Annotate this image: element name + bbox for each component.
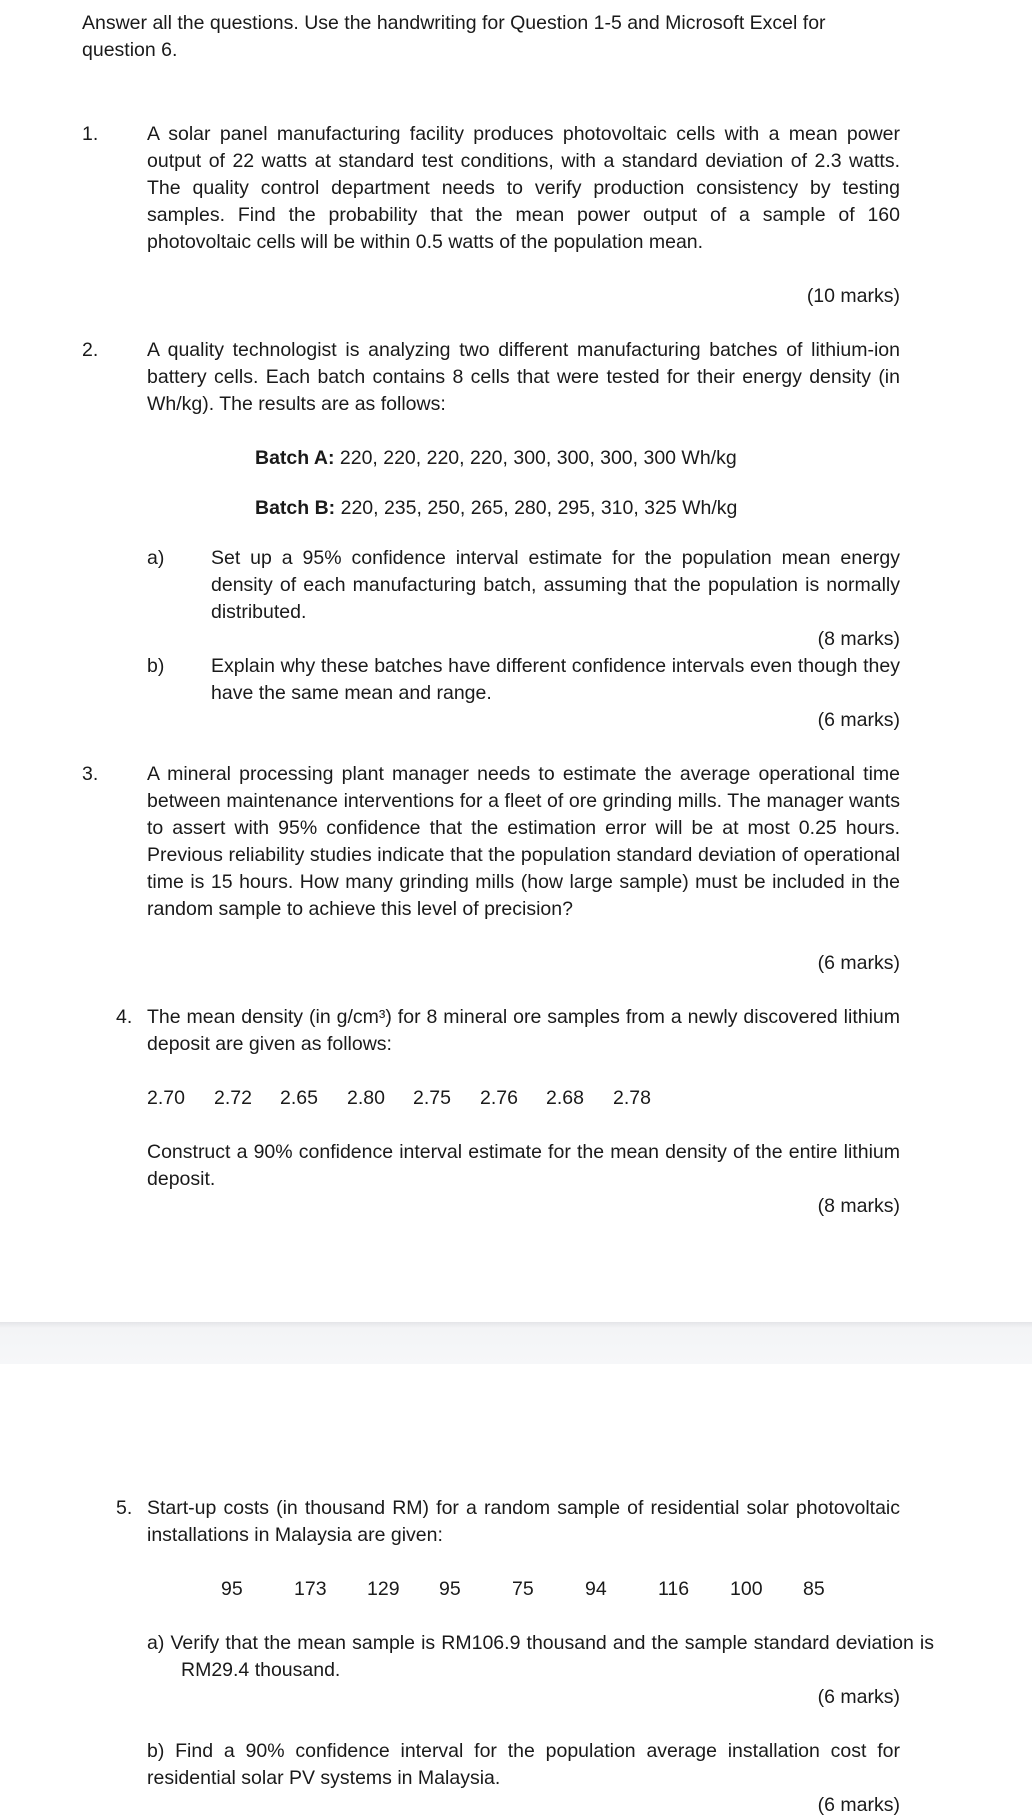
batch-a-line [255, 445, 737, 472]
q1-marks: (10 marks) [806, 285, 900, 307]
q2a-label: a) [147, 547, 165, 569]
q3-number: 3. [82, 763, 99, 785]
q4-marks: (8 marks) [817, 1195, 900, 1217]
batch-a-label: Batch A: [255, 447, 335, 469]
q2a-text: Set up a 95% confidence interval estimate for the population mean energy density of each manufacturing batch, assuming that the population is normally distributed. [211, 547, 900, 623]
q4-text: The mean density (in g/cm³) for 8 mineral ore samples from a newly discovered lithium deposit are given as follows: [147, 1006, 900, 1055]
q5-value: 95 [221, 1578, 243, 1600]
q5a-marks: (6 marks) [817, 1686, 900, 1708]
q2b-label: b) [147, 655, 165, 677]
q5a-text: a) Verify that the mean sample is RM106.9 thousand and the sample standard deviation is RM29.4 thousand. [147, 1632, 934, 1681]
q4-task: Construct a 90% confidence interval estimate for the mean density of the entire lithium deposit. [147, 1141, 900, 1190]
q5-value: 173 [294, 1578, 327, 1600]
batch-b-line [255, 495, 737, 522]
q4-number: 4. [116, 1006, 133, 1028]
q5-value: 85 [803, 1578, 825, 1600]
page-2 [0, 1364, 1032, 1818]
batch-a-values: 220, 220, 220, 220, 300, 300, 300, 300 Wh/kg [339, 447, 737, 469]
q2a-marks: (8 marks) [817, 628, 900, 650]
q5-number: 5. [116, 1497, 133, 1519]
q4-value: 2.76 [480, 1087, 518, 1109]
page-separator [0, 1322, 1032, 1364]
q2b-text: Explain why these batches have different confidence intervals even though they have the same mean and range. [211, 655, 900, 704]
q5b-marks: (6 marks) [817, 1794, 900, 1816]
q4-value: 2.72 [214, 1087, 252, 1109]
q4-value: 2.68 [546, 1087, 584, 1109]
q4-value: 2.80 [347, 1087, 385, 1109]
batch-b-label: Batch B: [255, 497, 336, 519]
q5-value: 100 [730, 1578, 763, 1600]
q4-value: 2.75 [413, 1087, 451, 1109]
q2b-marks: (6 marks) [817, 709, 900, 731]
q4-value: 2.78 [613, 1087, 651, 1109]
q5-value: 75 [512, 1578, 534, 1600]
q2-text: A quality technologist is analyzing two different manufacturing batches of lithium-ion battery cells. Each batch contains 8 cells that were tested for their energy density (in Wh/kg). The results are as follows: [147, 339, 900, 415]
q3-marks: (6 marks) [817, 952, 900, 974]
q5b-text: b) Find a 90% confidence interval for the population average installation cost for residential solar PV systems in Malaysia. [147, 1740, 900, 1789]
q3-text: A mineral processing plant manager needs to estimate the average operational time between maintenance interventions for a fleet of ore grinding mills. The manager wants to assert with 95% confidence that the estimation error will be at most 0.25 hours. Previous reliability studies indicate that the population standard deviation of operational time is 15 hours. How many grinding mills (how large sample) must be included in the random sample to achieve this level of precision? [147, 763, 900, 920]
q5-value: 95 [439, 1578, 461, 1600]
q1-number: 1. [82, 123, 99, 145]
q5-value: 116 [658, 1578, 690, 1600]
q4-value: 2.70 [147, 1087, 185, 1109]
q2-number: 2. [82, 339, 99, 361]
instructions: Answer all the questions. Use the handwriting for Question 1-5 and Microsoft Excel for question 6. [82, 12, 826, 61]
q5-value: 94 [585, 1578, 607, 1600]
q4-value: 2.65 [280, 1087, 318, 1109]
batch-b-values: 220, 235, 250, 265, 280, 295, 310, 325 Wh/kg [340, 497, 738, 519]
q1-text: A solar panel manufacturing facility produces photovoltaic cells with a mean power output of 22 watts at standard test conditions, with a standard deviation of 2.3 watts. The quality control department needs to verify production consistency by testing samples. Find the probability that the mean power output of a sample of 160 photovoltaic cells will be within 0.5 watts of the population mean. [147, 123, 900, 253]
q5-text: Start-up costs (in thousand RM) for a random sample of residential solar photovoltaic installations in Malaysia are given: [147, 1497, 900, 1546]
q5-value: 129 [367, 1578, 400, 1600]
